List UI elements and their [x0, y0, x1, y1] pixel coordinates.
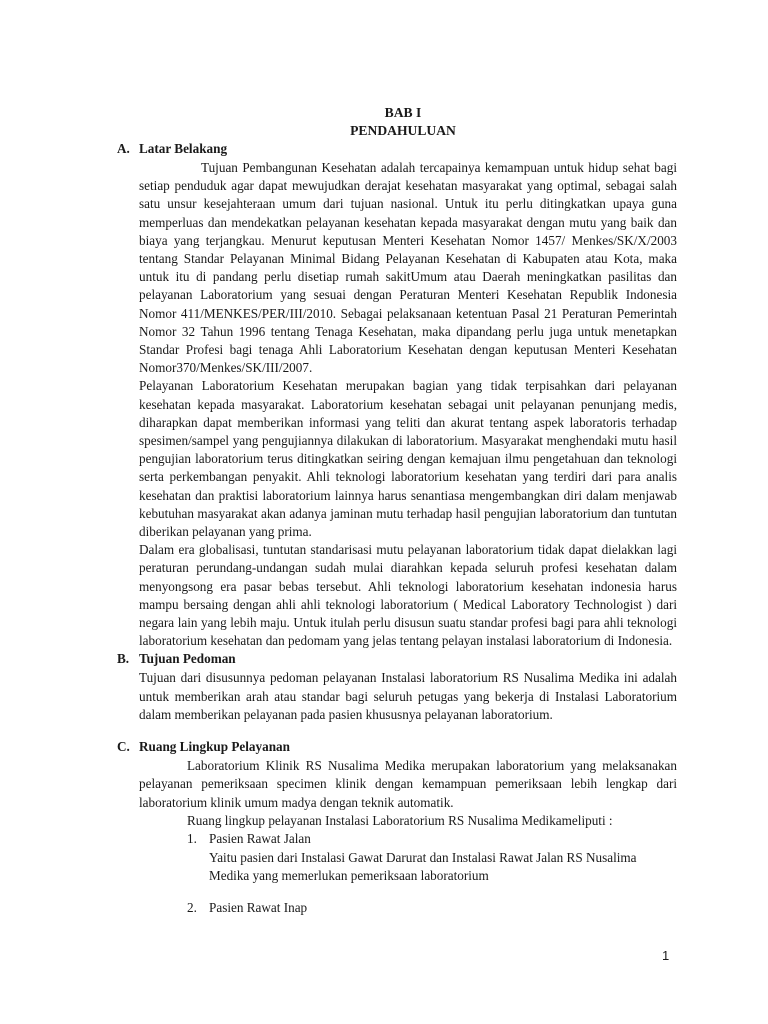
section-b-letter: B.: [117, 651, 130, 667]
list-item-title: Pasien Rawat Jalan: [209, 830, 311, 846]
section-a-title: Latar Belakang: [139, 141, 228, 156]
chapter-title: PENDAHULUAN: [350, 123, 456, 138]
section-b-body: [139, 669, 677, 724]
section-a-heading: [117, 140, 677, 159]
section-b-title: Tujuan Pedoman: [139, 651, 236, 667]
section-a-body: [139, 159, 677, 650]
paragraph: Laboratorium Klinik RS Nusalima Medika merupakan laboratorium yang melaksanakan pelayanan pemeriksaan specimen klinik dengan kemampuan pemeriksaan lebih lengkap dari laboratorium klinik umum madya dengan teknik automatik.: [139, 758, 677, 810]
paragraph: Tujuan Pembangunan Kesehatan adalah tercapainya kemampuan untuk hidup sehat bagi setiap penduduk agar dapat mewujudkan derajat kesehatan masyarakat yang optimal, sebagai salah satu unsur kesejahteraan umum dari tujuan nasional. Untuk itu perlu ditingkatkan upaya guna memperluas dan mendekatkan pelayanan kesehatan kepada masyarakat dengan mutu yang baik dan biaya yang terjangkau. Menurut keputusan Menteri Kesehatan Nomor 1457/ Menkes/SK/X/2003 tentang Standar Pelayanan Minimal Bidang Pelayanan Kesehatan di Kabupaten atau Kota, maka untuk itu di pandang perlu disetiap rumah sakitUmum atau Daerah meningkatkan pasilitas dan pelayanan Laboratorium yang sesuai dengan Peraturan Menteri Kesehatan Republik Indonesia Nomor 411/MENKES/PER/III/2010. Sebagai pelaksanaan ketentuan Pasal 21 Peraturan Pemerintah Nomor 32 Tahun 1996 tentang Tenaga Kesehatan, maka dipandang perlu juga untuk menetapkan Standar Profesi bagi tenaga Ahli Laboratorium Kesehatan dengan keputusan Menteri Kesehatan Nomor370/Menkes/SK/III/2007.: [139, 160, 677, 376]
paragraph: Pelayanan Laboratorium Kesehatan merupakan bagian yang tidak terpisahkan dari pelayanan kesehatan kepada masyarakat. Laboratorium kesehatan sebagai unit pelayanan penunjang medis, diharapkan dapat memberikan informasi yang teliti dan akurat tentang aspek laboratoris terhadap spesimen/sampel yang pengujiannya dilakukan di laboratorium. Masyarakat menghendaki mutu hasil pengujian laboratorium terus ditingkatkan seiring dengan kemajuan ilmu pengetahuan dan teknologi serta perkembangan penyakit. Ahli teknologi laboratorium kesehatan yang terdiri dari para analis kesehatan dan praktisi laboratorium lainnya harus senantiasa mengembangkan diri dalam menjawab kebutuhan masyarakat akan adanya jaminan mutu terhadap hasil pengujian laboratorium dan tuntutan diberikan pelayanan yang prima.: [139, 378, 677, 540]
list-intro: Ruang lingkup pelayanan Instalasi Laboratorium RS Nusalima Medikameliputi :: [187, 812, 613, 828]
section-c-letter: C.: [117, 739, 130, 755]
spacer: [117, 885, 677, 899]
list-item-number: 1.: [187, 830, 197, 846]
paragraph: Tujuan dari disusunnya pedoman pelayanan Instalasi laboratorium RS Nusalima Medika ini adalah untuk memberikan arah atau standar bagi seluruh petugas yang bekerja di Instalasi Laboratorium dalam memberikan pelayanan pada pasien khususnya pelayanan laboratorium.: [139, 670, 677, 722]
list-item-number: 2.: [187, 900, 197, 916]
section-b-heading: [117, 650, 677, 669]
document-content: [117, 104, 677, 918]
paragraph: Dalam era globalisasi, tuntutan standarisasi mutu pelayanan laboratorium tidak dapat dielakkan lagi peraturan perundang-undangan sudah mulai diarahkan kepada seluruh profesi kesehatan dalam menyongsong era pasar bebas tersebut. Ahli teknologi laboratorium kesehatan indonesia harus mampu bersaing dengan ahli ahli teknologi laboratorium ( Medical Laboratory Technologist ) dari negara lain yang lebih maju. Untuk itulah perlu disusun suatu standar profesi bagi para ahli teknologi laboratorium kesehatan dan pedomam yang jelas tentang pelayan instalasi laboratorium di Indonesia.: [139, 542, 677, 649]
page-number: 1: [662, 948, 670, 963]
section-c-heading: [117, 738, 677, 757]
list-item: [187, 830, 677, 849]
list-item-description: Yaitu pasien dari Instalasi Gawat Darurat dan Instalasi Rawat Jalan RS Nusalima Medika yang memerlukan pemeriksaan laboratorium: [209, 849, 637, 884]
chapter-label: BAB I: [384, 105, 422, 120]
section-c-body: [139, 757, 677, 812]
section-a-letter: A.: [117, 141, 130, 156]
spacer: [117, 724, 677, 738]
list-item: [187, 899, 677, 918]
list-item-title: Pasien Rawat Inap: [209, 900, 308, 916]
section-c-title: Ruang Lingkup Pelayanan: [139, 739, 290, 755]
